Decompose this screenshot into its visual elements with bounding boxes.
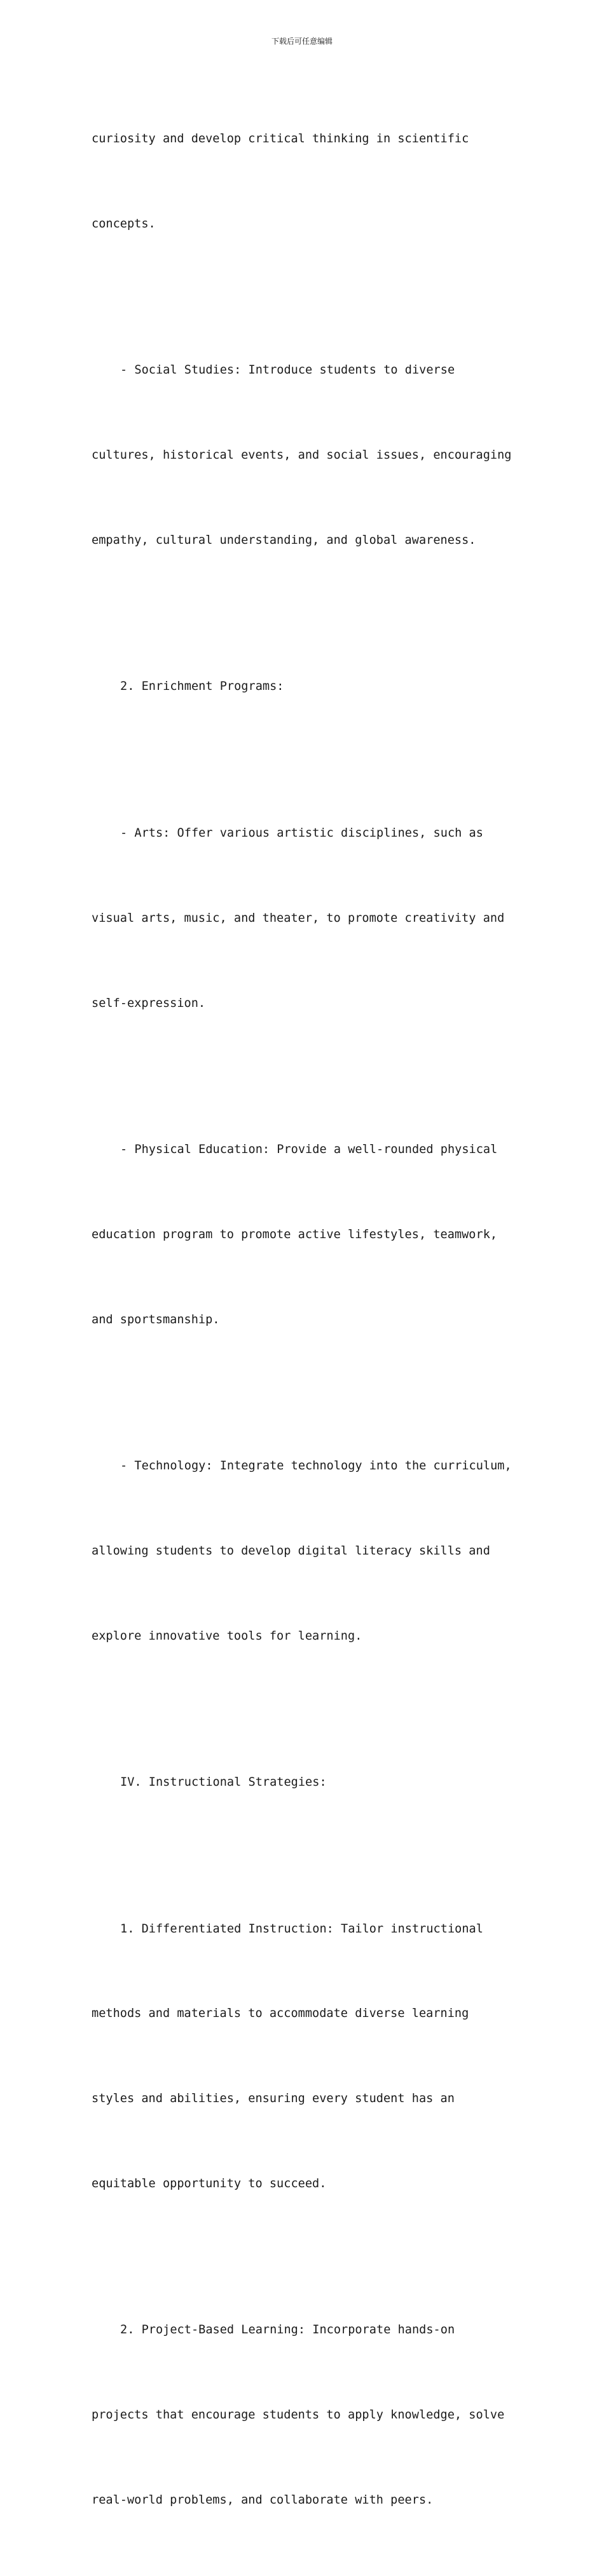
- paragraph-physical-education: [92, 1079, 524, 1391]
- text-line: - Technology: Integrate technology into the curriculum,: [120, 1459, 512, 1473]
- text-line: real-world problems, and collaborate with peers.: [92, 2493, 434, 2507]
- paragraph-instructional-strategies-heading: [92, 1712, 524, 1854]
- paragraph-enrichment-heading: [92, 616, 524, 758]
- text-line: equitable opportunity to succeed.: [92, 2176, 327, 2190]
- text-line: explore innovative tools for learning.: [92, 1629, 362, 1643]
- text-line: allowing students to develop digital literacy skills and: [92, 1544, 490, 1558]
- text-line: visual arts, music, and theater, to promote creativity and: [92, 911, 505, 925]
- page-header-note: 下载后可任意编辑: [271, 37, 333, 46]
- paragraph-project-based-learning: [92, 2260, 524, 2572]
- paragraph-arts: [92, 763, 524, 1075]
- text-line: projects that encourage students to apply knowledge, solve: [92, 2408, 505, 2422]
- text-line: curiosity and develop critical thinking in scientific: [92, 132, 469, 146]
- text-line: and sportsmanship.: [92, 1312, 220, 1326]
- text-line: concepts.: [92, 217, 156, 231]
- text-line: empathy, cultural understanding, and global awareness.: [92, 534, 476, 547]
- document-body: [92, 69, 524, 2576]
- paragraph-technology: [92, 1396, 524, 1708]
- text-line: 2. Enrichment Programs:: [120, 680, 284, 694]
- paragraph-social-studies: [92, 300, 524, 612]
- text-line: - Physical Education: Provide a well-rounded physical: [120, 1142, 498, 1156]
- text-line: education program to promote active lifestyles, teamwork,: [92, 1227, 498, 1241]
- paragraph-differentiated-instruction: [92, 1858, 524, 2255]
- text-line: IV. Instructional Strategies:: [120, 1776, 327, 1790]
- text-line: - Social Studies: Introduce students to diverse: [120, 363, 455, 377]
- text-line: styles and abilities, ensuring every student has an: [92, 2092, 455, 2106]
- text-line: self-expression.: [92, 996, 206, 1010]
- text-line: - Arts: Offer various artistic disciplines, such as: [120, 826, 483, 840]
- text-line: 1. Differentiated Instruction: Tailor instructional: [120, 1922, 483, 1936]
- text-line: cultures, historical events, and social issues, encouraging: [92, 448, 512, 462]
- text-line: methods and materials to accommodate diverse learning: [92, 2007, 469, 2021]
- paragraph-science-continuation: [92, 69, 524, 295]
- text-line: 2. Project-Based Learning: Incorporate hands-on: [120, 2323, 455, 2337]
